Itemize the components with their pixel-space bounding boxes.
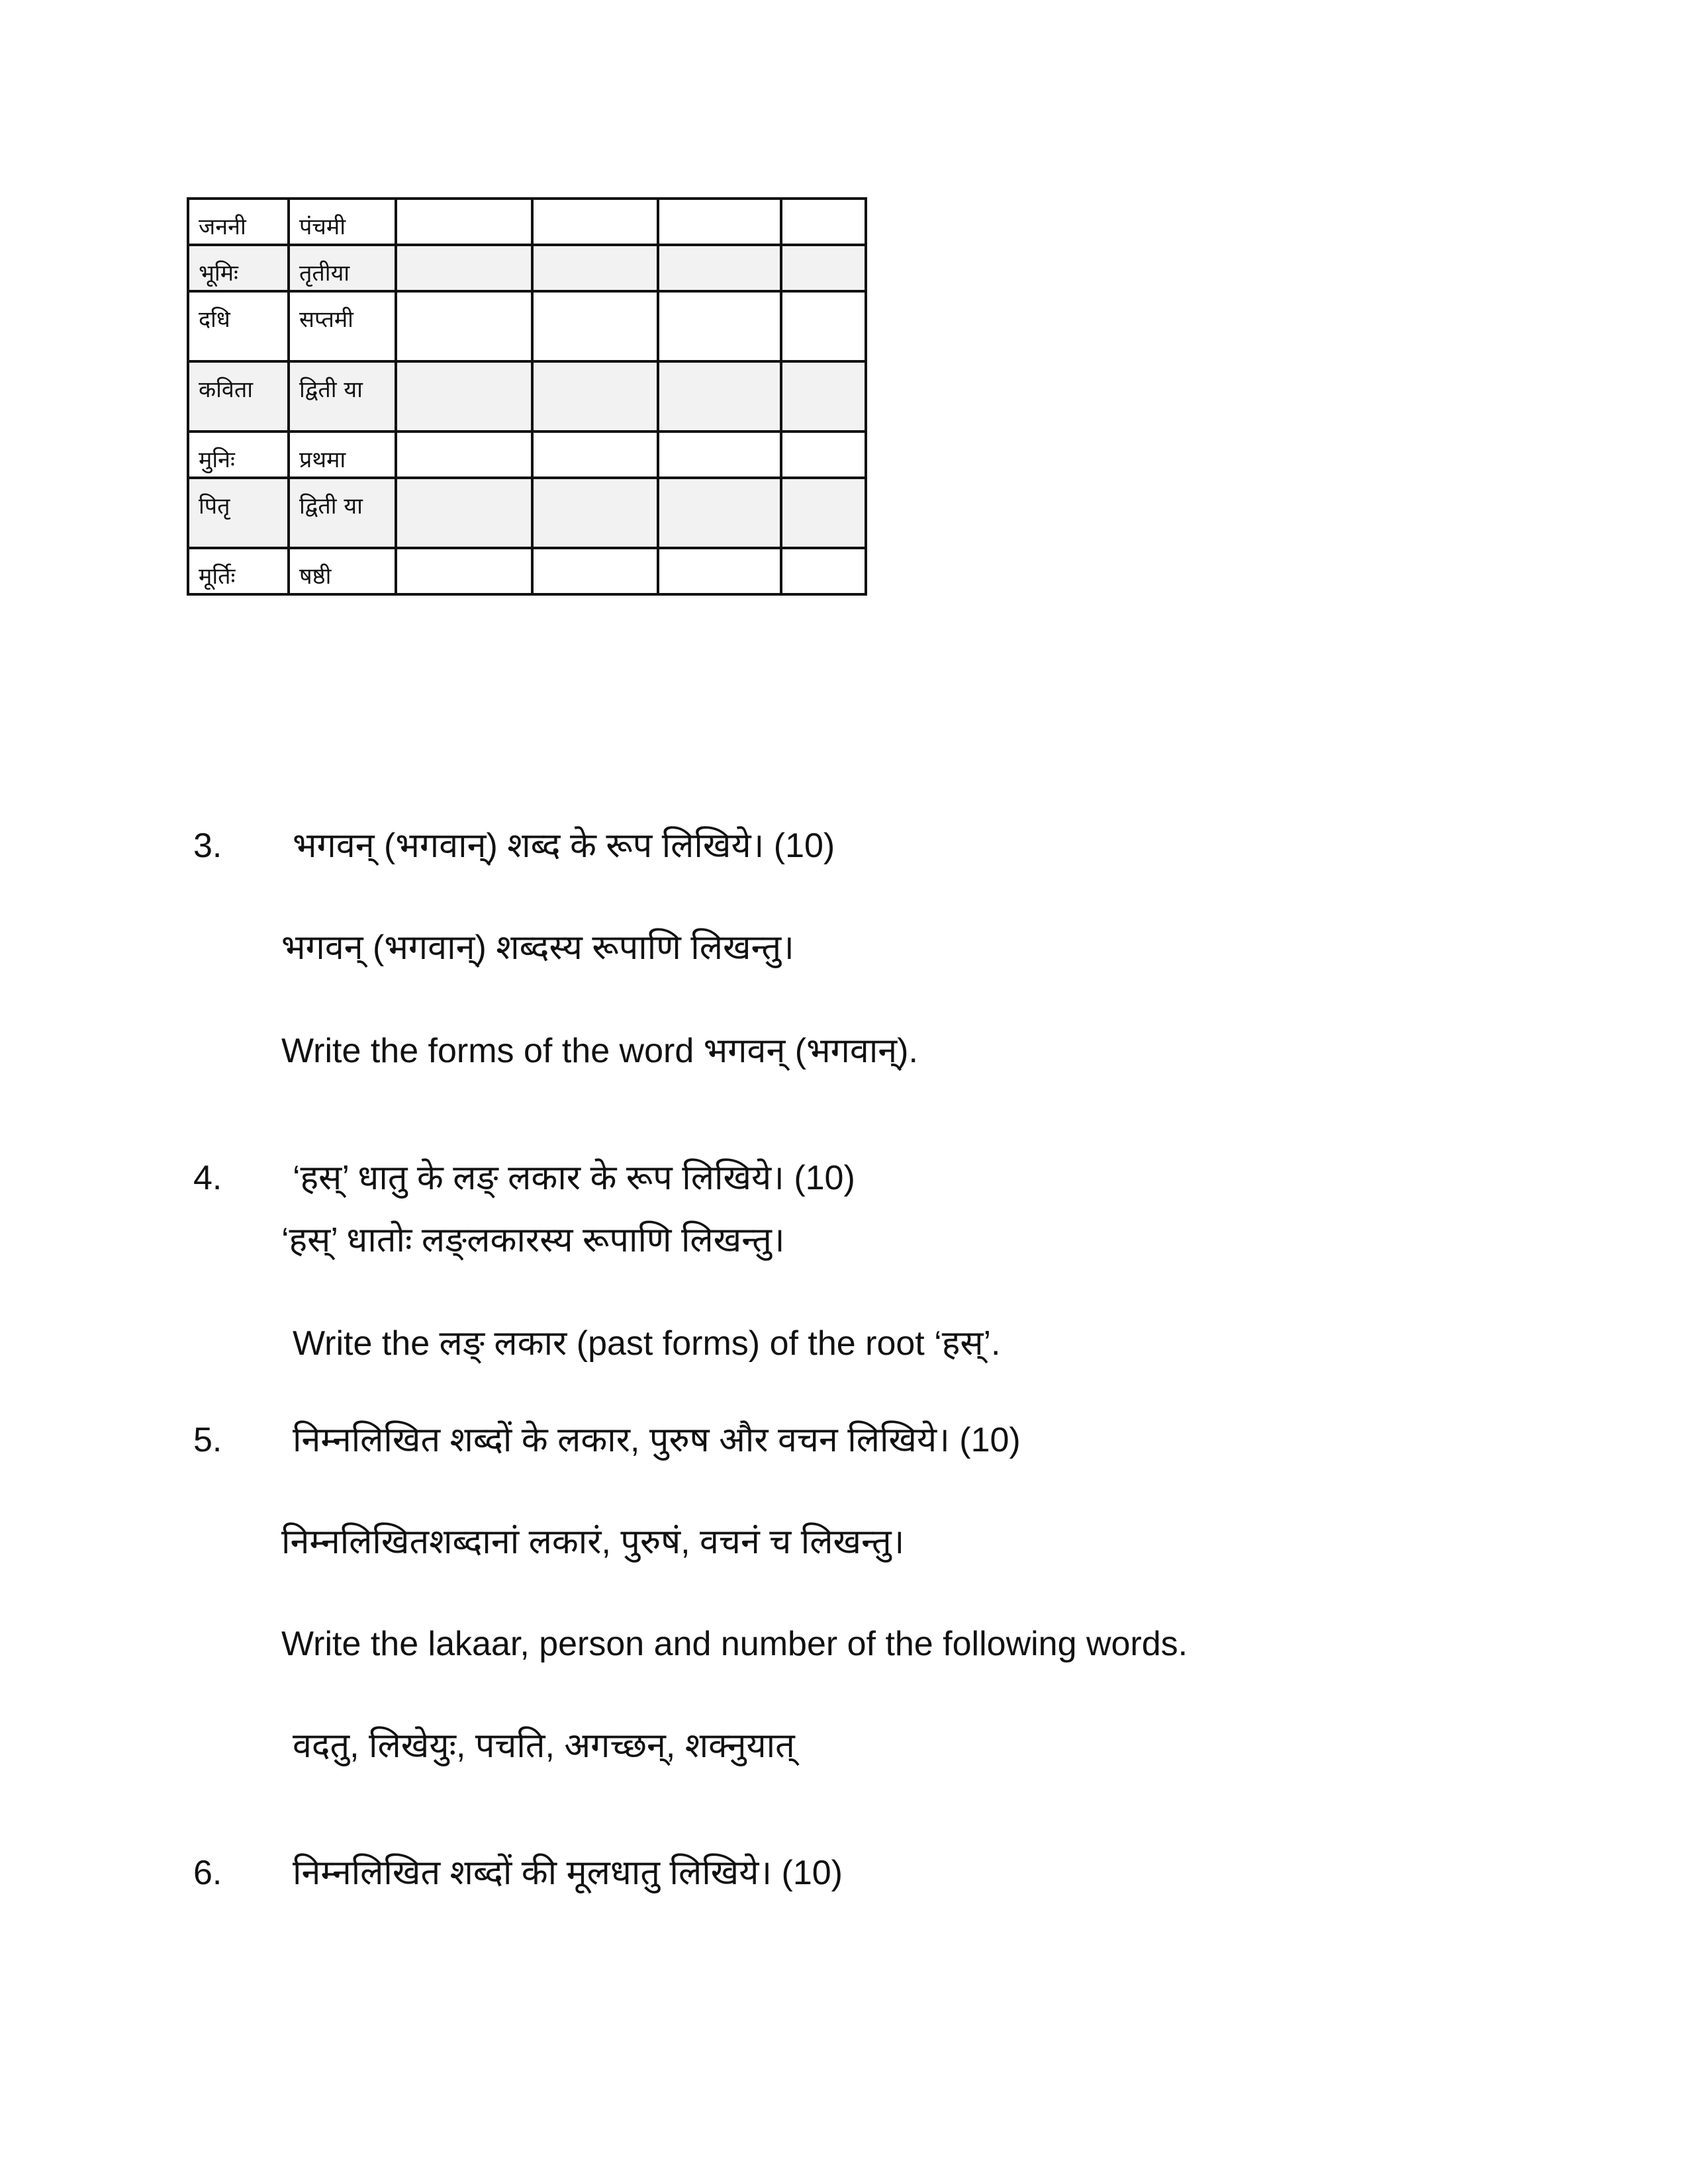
table-row	[188, 245, 866, 291]
question-hindi: ‘हस्’ धातु के लङ् लकार के रूप लिखिये। (10)	[293, 1159, 855, 1197]
table-cell-blank[interactable]	[781, 432, 866, 478]
table-row	[188, 478, 866, 548]
table-cell-word: कविता	[188, 361, 289, 432]
table-cell-blank[interactable]	[781, 199, 866, 245]
table-cell-blank[interactable]	[658, 199, 781, 245]
question-hindi: भगवन् (भगवान्) शब्द के रूप लिखिये। (10)	[293, 827, 835, 865]
table-cell-word: जननी	[188, 199, 289, 245]
table-cell-blank[interactable]	[396, 432, 532, 478]
table-cell-blank[interactable]	[532, 199, 658, 245]
table-row	[188, 361, 866, 432]
question-number: 3.	[193, 827, 222, 865]
table-cell-case: प्रथमा	[289, 432, 396, 478]
table-row	[188, 548, 866, 594]
table-cell-word: मुनिः	[188, 432, 289, 478]
table-cell-case: सप्तमी	[289, 291, 396, 361]
table-cell-blank[interactable]	[781, 291, 866, 361]
table-cell-blank[interactable]	[396, 361, 532, 432]
table-cell-blank[interactable]	[658, 291, 781, 361]
table-cell-blank[interactable]	[396, 478, 532, 548]
table-cell-blank[interactable]	[532, 478, 658, 548]
table-cell-blank[interactable]	[532, 361, 658, 432]
question-sanskrit: भगवन् (भगवान्) शब्दस्य रूपाणि लिखन्तु।	[281, 929, 794, 967]
table-cell-case: द्विती या	[289, 361, 396, 432]
table-cell-blank[interactable]	[658, 432, 781, 478]
question-number: 4.	[193, 1159, 222, 1197]
table-cell-blank[interactable]	[658, 245, 781, 291]
question-number: 6.	[193, 1854, 222, 1892]
table-cell-blank[interactable]	[532, 291, 658, 361]
table-row	[188, 199, 866, 245]
question-sanskrit: ‘हस्’ धातोः लङ्लकारस्य रूपाणि लिखन्तु।	[281, 1221, 785, 1259]
table-cell-blank[interactable]	[532, 245, 658, 291]
question-english: Write the forms of the word भगवन् (भगवान्).	[281, 1032, 918, 1070]
table-cell-blank[interactable]	[396, 291, 532, 361]
table-row	[188, 291, 866, 361]
table-row	[188, 432, 866, 478]
table-cell-word: मूर्तिः	[188, 548, 289, 594]
table-cell-blank[interactable]	[532, 548, 658, 594]
table-cell-blank[interactable]	[781, 478, 866, 548]
table-cell-word: पितृ	[188, 478, 289, 548]
table-cell-case: पंचमी	[289, 199, 396, 245]
question-hindi: निम्नलिखित शब्दों की मूलधातु लिखिये। (10)	[293, 1854, 843, 1892]
table-cell-word: भूमिः	[188, 245, 289, 291]
table-cell-blank[interactable]	[658, 548, 781, 594]
question-english: Write the लङ् लकार (past forms) of the root ‘हस्’.	[293, 1324, 1001, 1363]
table-cell-blank[interactable]	[658, 361, 781, 432]
question-sanskrit: निम्नलिखितशब्दानां लकारं, पुरुषं, वचनं च लिखन्तु।	[281, 1523, 905, 1561]
table-cell-blank[interactable]	[396, 199, 532, 245]
question-word-list: वदतु, लिखेयुः, पचति, अगच्छन्, शक्नुयात्	[293, 1727, 795, 1765]
table-cell-blank[interactable]	[781, 361, 866, 432]
table-cell-blank[interactable]	[658, 478, 781, 548]
declension-table	[187, 197, 867, 596]
table-cell-word: दधि	[188, 291, 289, 361]
table-cell-case: द्विती या	[289, 478, 396, 548]
table-cell-blank[interactable]	[396, 548, 532, 594]
table-cell-case: षष्ठी	[289, 548, 396, 594]
question-english: Write the lakaar, person and number of the following words.	[281, 1625, 1188, 1663]
table-cell-blank[interactable]	[781, 548, 866, 594]
table-cell-blank[interactable]	[532, 432, 658, 478]
table-cell-case: तृतीया	[289, 245, 396, 291]
question-hindi: निम्नलिखित शब्दों के लकार, पुरुष और वचन लिखिये। (10)	[293, 1421, 1021, 1459]
table-cell-blank[interactable]	[396, 245, 532, 291]
table-cell-blank[interactable]	[781, 245, 866, 291]
question-number: 5.	[193, 1421, 222, 1459]
